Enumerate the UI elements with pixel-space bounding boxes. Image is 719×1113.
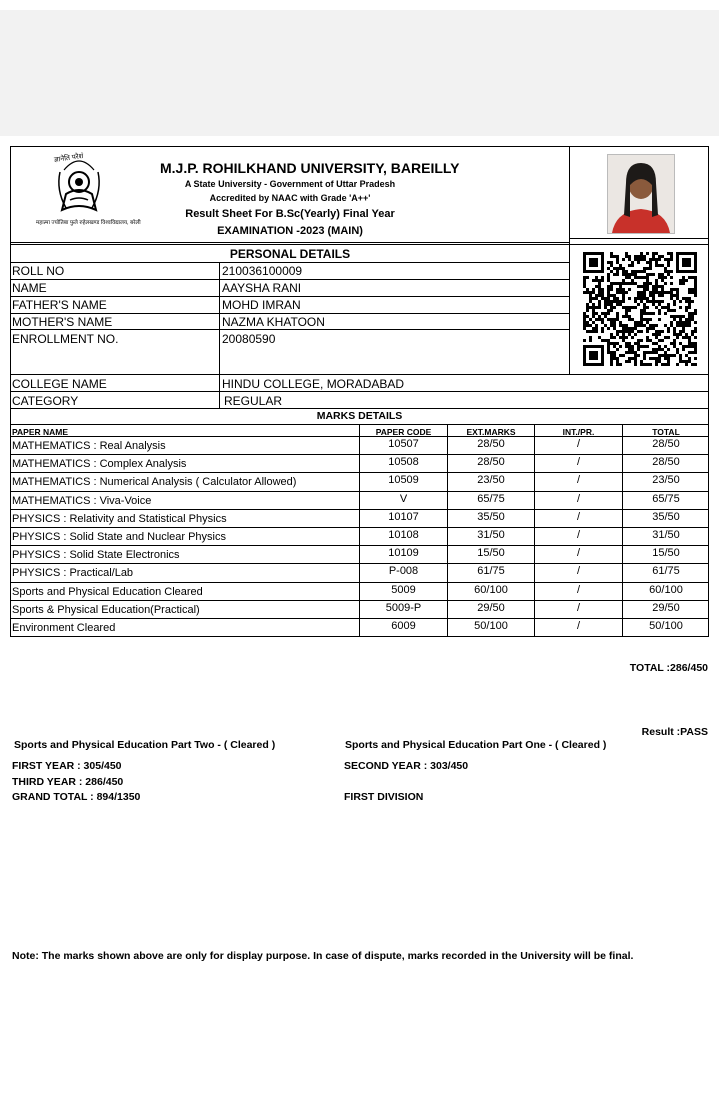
row-line bbox=[10, 329, 570, 330]
table-row bbox=[10, 582, 709, 600]
paper-name: PHYSICS : Solid State and Nuclear Physics bbox=[12, 531, 226, 543]
int-pr-marks: / bbox=[576, 438, 581, 450]
ext-marks: 35/50 bbox=[477, 510, 505, 523]
personal-top-line bbox=[10, 244, 709, 245]
result-sheet-title: Result Sheet For B.Sc(Yearly) Final Year bbox=[185, 208, 395, 220]
ext-marks: 28/50 bbox=[477, 438, 505, 450]
paper-name: PHYSICS : Solid State Electronics bbox=[12, 549, 180, 562]
total-marks-cell: 65/75 bbox=[652, 492, 680, 505]
paper-code: 10507 bbox=[388, 438, 419, 450]
paper-name: Sports and Physical Education Cleared bbox=[12, 585, 203, 598]
marks-table bbox=[10, 424, 709, 637]
total-marks-cell: 29/50 bbox=[652, 601, 680, 614]
roll-no-value: 210036100009 bbox=[222, 264, 303, 278]
second-year-marks: SECOND YEAR : 303/450 bbox=[344, 760, 469, 772]
ext-marks: 31/50 bbox=[477, 529, 505, 541]
paper-name: MATHEMATICS : Real Analysis bbox=[12, 440, 166, 452]
row-line bbox=[10, 313, 570, 314]
row-line bbox=[10, 262, 570, 263]
ext-marks: 61/75 bbox=[477, 565, 505, 578]
university-logo bbox=[36, 150, 141, 230]
total-marks-cell: 31/50 bbox=[652, 529, 680, 541]
qr-divider bbox=[569, 244, 570, 374]
int-pr-marks: / bbox=[576, 510, 581, 523]
paper-code: 10509 bbox=[388, 474, 419, 487]
table-row bbox=[10, 527, 709, 545]
total-marks-cell: 50/100 bbox=[649, 620, 683, 632]
int-pr-marks: / bbox=[576, 456, 581, 469]
total-marks-cell: 28/50 bbox=[652, 438, 680, 450]
table-row bbox=[10, 545, 709, 563]
name-label: NAME bbox=[12, 281, 47, 295]
paper-code: V bbox=[399, 492, 408, 505]
qr-code bbox=[583, 252, 697, 366]
total-marks: TOTAL :286/450 bbox=[629, 662, 708, 674]
total-marks-cell: 28/50 bbox=[652, 456, 680, 469]
personal-col-divider bbox=[219, 262, 220, 408]
marks-details-title: MARKS DETAILS bbox=[316, 410, 403, 422]
int-pr-marks: / bbox=[576, 492, 581, 505]
int-pr-marks: / bbox=[576, 565, 581, 578]
table-row bbox=[10, 491, 709, 509]
paper-code: 10508 bbox=[388, 456, 419, 469]
ext-marks: 65/75 bbox=[477, 492, 505, 505]
table-row bbox=[10, 600, 709, 618]
college-name-value: HINDU COLLEGE, MORADABAD bbox=[222, 377, 405, 391]
university-name: M.J.P. ROHILKHAND UNIVERSITY, BAREILLY bbox=[160, 160, 460, 176]
table-row bbox=[10, 563, 709, 581]
total-header: TOTAL bbox=[652, 427, 680, 437]
table-row bbox=[10, 472, 709, 490]
first-year-marks: FIRST YEAR : 305/450 bbox=[12, 760, 122, 772]
logo-text-top: ज्ञानेति परेशं bbox=[53, 152, 84, 165]
total-marks-cell: 60/100 bbox=[649, 583, 683, 596]
ext-marks: 60/100 bbox=[474, 583, 508, 596]
total-marks-cell: 61/75 bbox=[652, 565, 680, 578]
row-line bbox=[10, 279, 570, 280]
mother-name-label: MOTHER'S NAME bbox=[12, 315, 113, 329]
table-row bbox=[10, 618, 709, 636]
paper-name: Environment Cleared bbox=[12, 622, 116, 634]
table-row bbox=[10, 509, 709, 527]
row-line bbox=[10, 408, 709, 409]
photo-bottom-line bbox=[569, 238, 709, 239]
ext-marks-header: EXT.MARKS bbox=[466, 427, 516, 437]
disclaimer-note: Note: The marks shown above are only for display purpose. In case of dispute, marks recorded in the University will be final. bbox=[12, 950, 634, 962]
row-line bbox=[10, 296, 570, 297]
table-row bbox=[10, 454, 709, 472]
total-marks-cell: 23/50 bbox=[652, 474, 680, 487]
paper-code: P-008 bbox=[388, 565, 419, 578]
father-name-value: MOHD IMRAN bbox=[222, 298, 301, 312]
paper-name: PHYSICS : Practical/Lab bbox=[12, 567, 134, 580]
ext-marks: 29/50 bbox=[477, 601, 505, 614]
result-status: Result :PASS bbox=[641, 726, 708, 738]
enrollment-label: ENROLLMENT NO. bbox=[12, 332, 119, 346]
paper-code: 5009-P bbox=[385, 601, 422, 614]
sports-part-one: Sports and Physical Education Part One - ( Cleared ) bbox=[345, 739, 607, 751]
qr-code-icon bbox=[583, 252, 697, 366]
name-value: AAYSHA RANI bbox=[222, 281, 302, 295]
top-blank-bar bbox=[0, 10, 719, 136]
header-divider bbox=[10, 242, 570, 243]
paper-name: PHYSICS : Relativity and Statistical Physics bbox=[12, 512, 227, 525]
ext-marks: 15/50 bbox=[477, 547, 505, 560]
paper-name: MATHEMATICS : Viva-Voice bbox=[12, 494, 152, 507]
paper-name: MATHEMATICS : Complex Analysis bbox=[12, 458, 187, 471]
enrollment-value: 20080590 bbox=[222, 332, 276, 346]
result-sheet bbox=[10, 146, 709, 637]
personal-details-title: PERSONAL DETAILS bbox=[229, 247, 351, 261]
paper-name: MATHEMATICS : Numerical Analysis ( Calculator Allowed) bbox=[12, 476, 297, 489]
int-pr-marks: / bbox=[576, 547, 581, 560]
examination-title: EXAMINATION -2023 (MAIN) bbox=[217, 225, 363, 237]
naac-accreditation: Accredited by NAAC with Grade 'A++' bbox=[209, 193, 371, 203]
student-photo bbox=[607, 154, 675, 234]
sports-part-two: Sports and Physical Education Part Two - ( Cleared ) bbox=[14, 739, 276, 751]
int-pr-header: INT./PR. bbox=[562, 427, 595, 437]
int-pr-marks: / bbox=[576, 474, 581, 487]
grand-total: GRAND TOTAL : 894/1350 bbox=[12, 791, 141, 803]
row-line bbox=[10, 391, 709, 392]
paper-code: 10107 bbox=[388, 510, 419, 523]
paper-code: 6009 bbox=[391, 620, 416, 632]
paper-code-header: PAPER CODE bbox=[375, 427, 432, 437]
paper-name-header: PAPER NAME bbox=[12, 427, 69, 437]
details-bottom-line bbox=[10, 374, 709, 375]
mother-name-value: NAZMA KHATOON bbox=[222, 315, 325, 329]
category-value: REGULAR bbox=[224, 394, 283, 408]
paper-name: Sports & Physical Education(Practical) bbox=[12, 603, 200, 616]
paper-code: 10108 bbox=[388, 529, 419, 541]
college-name-label: COLLEGE NAME bbox=[12, 377, 107, 391]
category-label: CATEGORY bbox=[12, 394, 79, 408]
ext-marks: 23/50 bbox=[477, 474, 505, 487]
ext-marks: 50/100 bbox=[474, 620, 508, 632]
university-subtitle: A State University - Government of Uttar Pradesh bbox=[184, 179, 396, 189]
paper-code: 10109 bbox=[388, 547, 419, 560]
int-pr-marks: / bbox=[576, 601, 581, 614]
total-marks-cell: 15/50 bbox=[652, 547, 680, 560]
table-row bbox=[10, 436, 709, 454]
total-marks-cell: 35/50 bbox=[652, 510, 680, 523]
int-pr-marks: / bbox=[576, 583, 581, 596]
father-name-label: FATHER'S NAME bbox=[12, 298, 107, 312]
paper-code: 5009 bbox=[391, 583, 416, 596]
roll-no-label: ROLL NO bbox=[12, 264, 65, 278]
int-pr-marks: / bbox=[576, 620, 581, 632]
int-pr-marks: / bbox=[576, 529, 581, 541]
third-year-marks: THIRD YEAR : 286/450 bbox=[12, 776, 124, 788]
logo-text-bottom: महात्मा ज्योतिबा फुले रुहेलखण्ड विश्वविद्यालय, बरेली bbox=[36, 220, 141, 226]
division: FIRST DIVISION bbox=[344, 791, 424, 803]
person-photo-icon bbox=[608, 155, 674, 233]
ext-marks: 28/50 bbox=[477, 456, 505, 469]
